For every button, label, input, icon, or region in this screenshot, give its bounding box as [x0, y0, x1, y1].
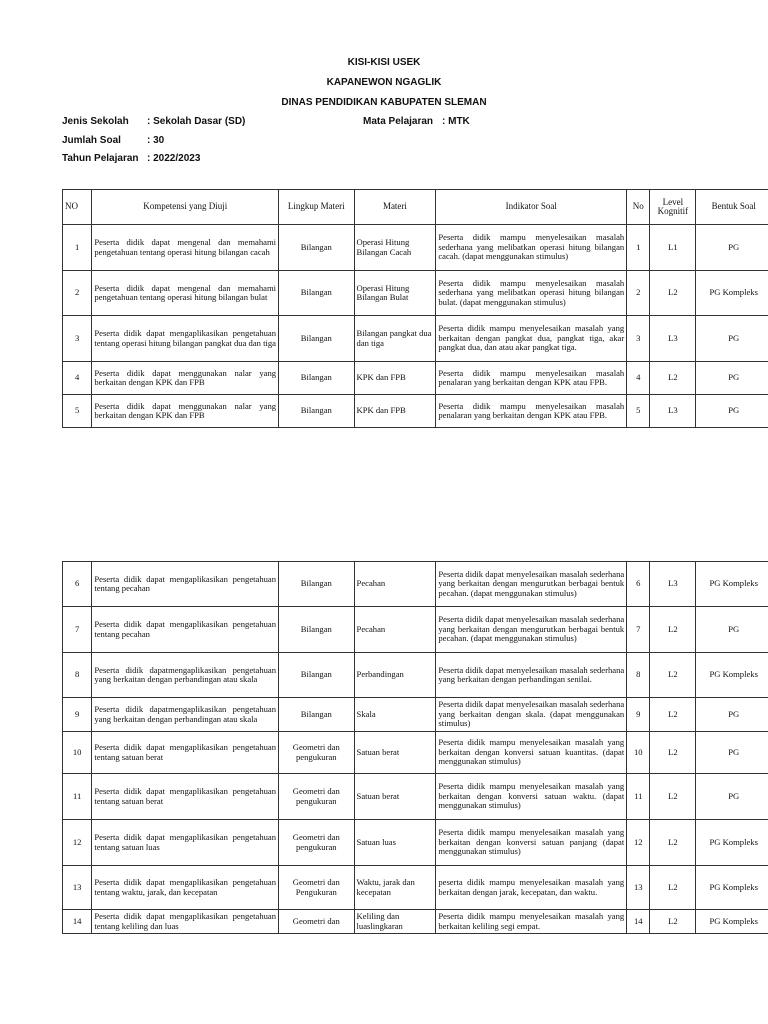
doc-subtitle-kapanewon: KAPANEWON NGAGLIK: [326, 77, 442, 88]
row-no: 8: [63, 653, 92, 698]
materi-cell: Satuan luas: [354, 820, 436, 866]
table-row: [63, 562, 768, 607]
lingkup-materi-cell: Geometri dan Pengukuran: [279, 866, 355, 910]
bentuk-soal-cell: PG: [696, 395, 768, 428]
level-kognitif-cell: L2: [650, 362, 696, 395]
bentuk-soal-cell: PG Kompleks: [696, 820, 768, 866]
row-no: 11: [63, 774, 92, 820]
materi-cell: Satuan berat: [354, 774, 436, 820]
header-lingkup-materi: Lingkup Materi: [279, 190, 355, 225]
level-kognitif-cell: L3: [650, 316, 696, 362]
materi-cell: Waktu, jarak dan kecepatan: [354, 866, 436, 910]
level-kognitif-cell: L2: [650, 910, 696, 934]
lingkup-materi-cell: Bilangan: [279, 698, 355, 732]
indikator-cell: peserta didik mampu menyelesaikan masalah yang berkaitan dengan jarak, kecepatan, dan waktu.: [436, 866, 627, 910]
kompetensi-cell: Peserta didik dapat mengenal dan memahami pengetahuan tentang operasi hitung bilangan bulat: [92, 271, 279, 316]
bentuk-soal-cell: PG Kompleks: [696, 653, 768, 698]
indikator-cell: Peserta didik mampu menyelesaikan masalah sederhana yang melibatkan operasi hitung bilangan bulat. (dapat menggunakan stimulus): [436, 271, 627, 316]
lingkup-materi-cell: Geometri dan pengukuran: [279, 774, 355, 820]
table-row: [63, 316, 768, 362]
indikator-cell: Peserta didik dapat menyelesaikan masalah sederhana yang berkaitan dengan skala. (dapat menggunakan stimulus): [436, 698, 627, 732]
lingkup-materi-cell: Bilangan: [279, 271, 355, 316]
no-soal-cell: 8: [627, 653, 650, 698]
row-no: 7: [63, 607, 92, 653]
bentuk-soal-cell: PG: [696, 774, 768, 820]
level-kognitif-cell: L1: [650, 225, 696, 271]
row-no: 14: [63, 910, 92, 934]
table-row: [63, 774, 768, 820]
header-level-kognitif: Level Kognitif: [650, 190, 696, 225]
table-row: [63, 866, 768, 910]
kompetensi-cell: Peserta didik dapat mengaplikasikan pengetahuan tentang pecahan: [92, 562, 279, 607]
bentuk-soal-cell: PG Kompleks: [696, 866, 768, 910]
no-soal-cell: 10: [627, 732, 650, 774]
level-kognitif-cell: L2: [650, 774, 696, 820]
level-kognitif-cell: L2: [650, 271, 696, 316]
kompetensi-cell: Peserta didik dapat mengaplikasikan pengetahuan tentang satuan luas: [92, 820, 279, 866]
kompetensi-cell: Peserta didik dapat mengaplikasikan pengetahuan tentang waktu, jarak, dan kecepatan: [92, 866, 279, 910]
kompetensi-cell: Peserta didik dapat mengaplikasikan pengetahuan tentang operasi hitung bilangan pangkat dua dan tiga: [92, 316, 279, 362]
no-soal-cell: 6: [627, 562, 650, 607]
level-kognitif-cell: L2: [650, 607, 696, 653]
table-row: [63, 607, 768, 653]
indikator-cell: Peserta didik mampu menyelesaikan masalah yang berkaitan dengan konversi satuan kuantitas. (dapat menggunakan stimulus): [436, 732, 627, 774]
indikator-cell: Peserta didik mampu menyelesaikan masalah penalaran yang berkaitan dengan KPK atau FPB.: [436, 362, 627, 395]
doc-title: KISI-KISI USEK: [347, 57, 421, 68]
materi-cell: Perbandingan: [354, 653, 436, 698]
no-soal-cell: 3: [627, 316, 650, 362]
indikator-cell: Peserta didik mampu menyelesaikan masalah yang berkaitan dengan pangkat dua, pangkat tiga, akar pangkat dua, dan atau akar pangkat tiga.: [436, 316, 627, 362]
materi-cell: Pecahan: [354, 562, 436, 607]
bentuk-soal-cell: PG: [696, 732, 768, 774]
bentuk-soal-cell: PG: [696, 362, 768, 395]
lingkup-materi-cell: Bilangan: [279, 653, 355, 698]
materi-cell: Satuan berat: [354, 732, 436, 774]
lingkup-materi-cell: Bilangan: [279, 607, 355, 653]
row-no: 5: [63, 395, 92, 428]
level-kognitif-cell: L2: [650, 820, 696, 866]
no-soal-cell: 9: [627, 698, 650, 732]
kisi-kisi-table-1: [62, 189, 768, 428]
row-no: 9: [63, 698, 92, 732]
materi-cell: Skala: [354, 698, 436, 732]
indikator-cell: Peserta didik dapat menyelesaikan masalah sederhana yang berkaitan dengan mengurutkan berbagai bentuk pecahan. (dapat menggunakan stimulus): [436, 607, 627, 653]
kisi-kisi-table-2: [62, 561, 768, 934]
indikator-cell: Peserta didik dapat menyelesaikan masalah sederhana yang berkaitan dengan perbandingan senilai.: [436, 653, 627, 698]
table-row: [63, 362, 768, 395]
row-no: 4: [63, 362, 92, 395]
level-kognitif-cell: L2: [650, 866, 696, 910]
materi-cell: Bilangan pangkat dua dan tiga: [354, 316, 436, 362]
mata-pelajaran-label: Mata Pelajaran: [363, 116, 434, 127]
row-no: 1: [63, 225, 92, 271]
no-soal-cell: 12: [627, 820, 650, 866]
kompetensi-cell: Peserta didik dapatmengaplikasikan pengetahuan yang berkaitan dengan perbandingan atau skala: [92, 698, 279, 732]
lingkup-materi-cell: Bilangan: [279, 562, 355, 607]
lingkup-materi-cell: Bilangan: [279, 225, 355, 271]
level-kognitif-cell: L3: [650, 562, 696, 607]
header-bentuk-soal: Bentuk Soal: [696, 190, 768, 225]
kompetensi-cell: Peserta didik dapatmengaplikasikan pengetahuan yang berkaitan dengan perbandingan atau skala: [92, 653, 279, 698]
header-materi: Materi: [354, 190, 436, 225]
table-row: [63, 271, 768, 316]
no-soal-cell: 2: [627, 271, 650, 316]
doc-subtitle-dinas: DINAS PENDIDIKAN KABUPATEN SLEMAN: [281, 97, 487, 108]
no-soal-cell: 14: [627, 910, 650, 934]
kompetensi-cell: Peserta didik dapat mengaplikasikan pengetahuan tentang pecahan: [92, 607, 279, 653]
table-row: [63, 225, 768, 271]
bentuk-soal-cell: PG Kompleks: [696, 271, 768, 316]
lingkup-materi-cell: Bilangan: [279, 395, 355, 428]
level-kognitif-cell: L2: [650, 653, 696, 698]
materi-cell: Pecahan: [354, 607, 436, 653]
table-header-row: [63, 190, 768, 225]
lingkup-materi-cell: Geometri dan: [279, 910, 355, 934]
table-row: [63, 698, 768, 732]
no-soal-cell: 13: [627, 866, 650, 910]
jumlah-soal-value: : 30: [147, 135, 165, 146]
lingkup-materi-cell: Bilangan: [279, 362, 355, 395]
tahun-pelajaran-label: Tahun Pelajaran: [62, 153, 139, 164]
no-soal-cell: 1: [627, 225, 650, 271]
bentuk-soal-cell: PG: [696, 698, 768, 732]
row-no: 6: [63, 562, 92, 607]
kompetensi-cell: Peserta didik dapat menggunakan nalar yang berkaitan dengan KPK dan FPB: [92, 362, 279, 395]
row-no: 10: [63, 732, 92, 774]
tahun-pelajaran-value: : 2022/2023: [147, 153, 201, 164]
lingkup-materi-cell: Bilangan: [279, 316, 355, 362]
indikator-cell: Peserta didik mampu menyelesaikan masalah penalaran yang berkaitan dengan KPK atau FPB.: [436, 395, 627, 428]
indikator-cell: Peserta didik dapat menyelesaikan masalah sederhana yang berkaitan dengan mengurutkan berbagai bentuk pecahan. (dapat menggunakan stimulus): [436, 562, 627, 607]
bentuk-soal-cell: PG Kompleks: [696, 910, 768, 934]
kompetensi-cell: Peserta didik dapat mengenal dan memahami pengetahuan tentang operasi hitung bilangan cacah: [92, 225, 279, 271]
lingkup-materi-cell: Geometri dan pengukuran: [279, 732, 355, 774]
indikator-cell: Peserta didik mampu menyelesaikan masalah yang berkaitan keliling segi empat.: [436, 910, 627, 934]
materi-cell: KPK dan FPB: [354, 395, 436, 428]
bentuk-soal-cell: PG: [696, 225, 768, 271]
materi-cell: Operasi Hitung Bilangan Cacah: [354, 225, 436, 271]
level-kognitif-cell: L3: [650, 395, 696, 428]
indikator-cell: Peserta didik mampu menyelesaikan masalah yang berkaitan dengan konversi satuan waktu. (dapat menggunakan stimulus): [436, 774, 627, 820]
kompetensi-cell: Peserta didik dapat mengaplikasikan pengetahuan tentang satuan berat: [92, 732, 279, 774]
header-kompetensi: Kompetensi yang Diuji: [92, 190, 279, 225]
bentuk-soal-cell: PG: [696, 607, 768, 653]
table-row: [63, 653, 768, 698]
kompetensi-cell: Peserta didik dapat menggunakan nalar yang berkaitan dengan KPK dan FPB: [92, 395, 279, 428]
jenis-sekolah-value: : Sekolah Dasar (SD): [147, 116, 246, 127]
row-no: 2: [63, 271, 92, 316]
no-soal-cell: 5: [627, 395, 650, 428]
mata-pelajaran-value: : MTK: [442, 116, 470, 127]
jumlah-soal-label: Jumlah Soal: [62, 135, 121, 146]
header-no: NO: [63, 190, 92, 225]
table-row: [63, 820, 768, 866]
materi-cell: Keliling dan luaslingkaran: [354, 910, 436, 934]
row-no: 13: [63, 866, 92, 910]
bentuk-soal-cell: PG: [696, 316, 768, 362]
header-indikator: Indikator Soal: [436, 190, 627, 225]
bentuk-soal-cell: PG Kompleks: [696, 562, 768, 607]
kompetensi-cell: Peserta didik dapat mengaplikasikan pengetahuan tentang satuan berat: [92, 774, 279, 820]
lingkup-materi-cell: Geometri dan pengukuran: [279, 820, 355, 866]
kompetensi-cell: Peserta didik dapat mengaplikasikan pengetahuan tentang keliling dan luas: [92, 910, 279, 934]
indikator-cell: Peserta didik mampu menyelesaikan masalah yang berkaitan dengan konversi satuan panjang (dapat menggunakan stimulus): [436, 820, 627, 866]
no-soal-cell: 7: [627, 607, 650, 653]
table-row: [63, 732, 768, 774]
table-row: [63, 395, 768, 428]
materi-cell: KPK dan FPB: [354, 362, 436, 395]
row-no: 12: [63, 820, 92, 866]
materi-cell: Operasi Hitung Bilangan Bulat: [354, 271, 436, 316]
row-no: 3: [63, 316, 92, 362]
header-no-soal: No: [627, 190, 650, 225]
no-soal-cell: 4: [627, 362, 650, 395]
jenis-sekolah-label: Jenis Sekolah: [62, 116, 129, 127]
indikator-cell: Peserta didik mampu menyelesaikan masalah sederhana yang melibatkan operasi hitung bilangan cacah. (dapat menggunakan stimulus): [436, 225, 627, 271]
table-row: [63, 910, 768, 934]
no-soal-cell: 11: [627, 774, 650, 820]
level-kognitif-cell: L2: [650, 732, 696, 774]
level-kognitif-cell: L2: [650, 698, 696, 732]
